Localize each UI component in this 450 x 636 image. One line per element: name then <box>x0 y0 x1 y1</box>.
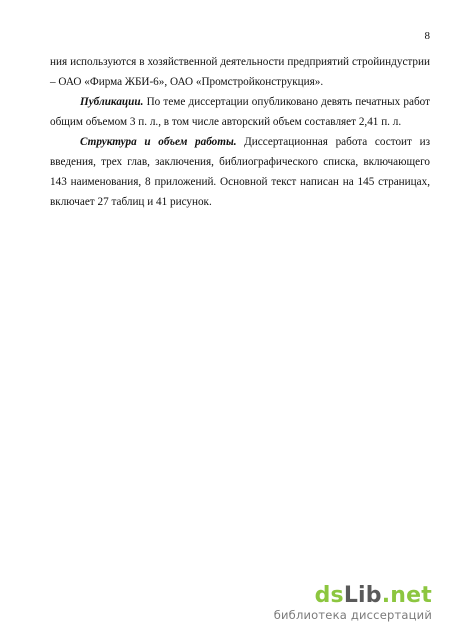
dslib-subtitle: библиотека диссертаций <box>273 608 432 622</box>
document-body <box>50 52 430 212</box>
paragraph-heading-structure: Структура и объем работы. <box>80 136 237 148</box>
paragraph-structure <box>50 132 430 212</box>
page-number: 8 <box>424 30 430 42</box>
paragraph-text: Диссертационная работа состоит из введения, трех глав, заключения, библиографического списка, включающего 143 наименования, 8 приложений. Основной текст написан на 145 страницах, включает 27 таблиц и 41 рисунок. <box>50 136 431 208</box>
paragraph-heading-publications: Публикации. <box>80 96 144 108</box>
dslib-watermark <box>274 584 432 622</box>
dslib-logo: dsLib.net <box>314 583 432 608</box>
paragraph-text: По теме диссертации опубликовано девять печатных работ общим объемом 3 п. л., в том числе авторский объем составляет 2,41 п. л. <box>50 96 430 128</box>
paragraph-publications <box>50 92 430 132</box>
paragraph-text: ния используются в хозяйственной деятельности предприятий стройиндустрии – ОАО «Фирма ЖБИ-6», ОАО «Промстройконструкция». <box>50 56 430 88</box>
paragraph-continuation <box>50 52 430 92</box>
